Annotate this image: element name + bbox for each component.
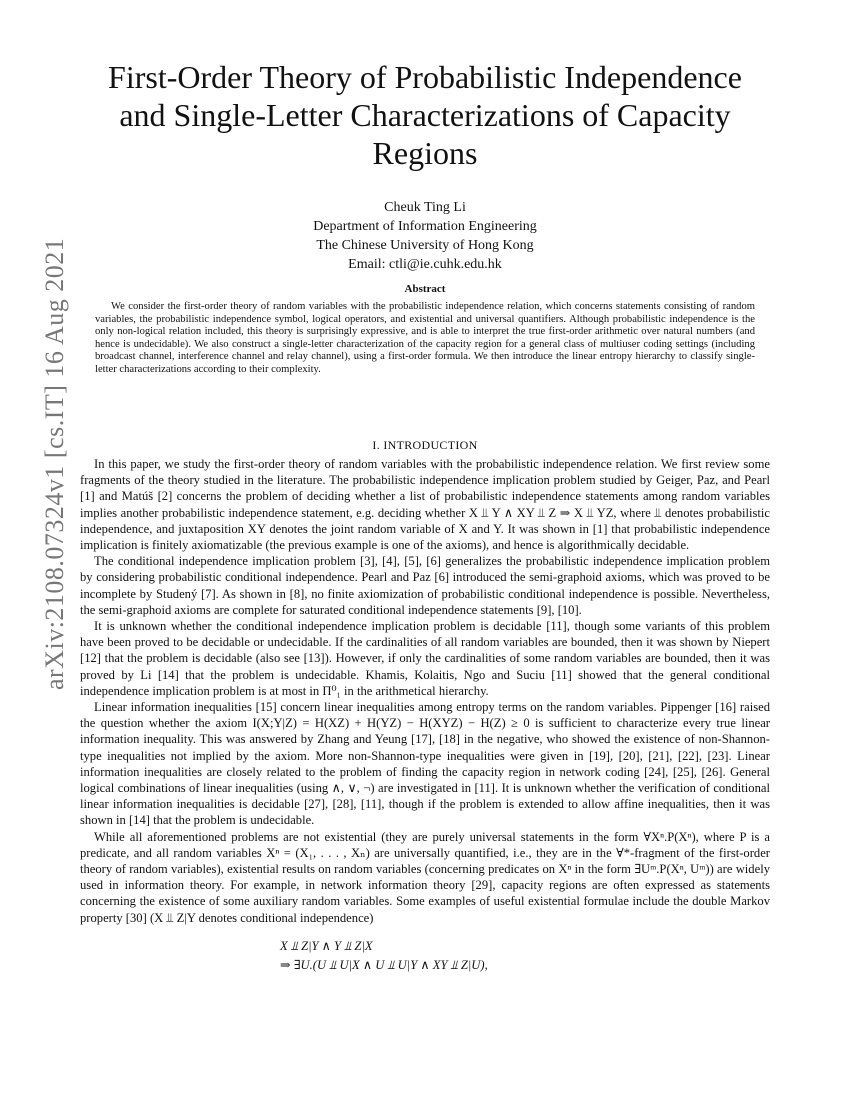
paragraph: While all aforementioned problems are not existential (they are purely universal statements in the form ∀Xⁿ.P(Xⁿ), where P is a predicate, and all random variables Xⁿ = (X₁, . . . , Xₙ) are universally quantified, i.e., they are in the ∀*-fragment of the first-order theory of random variables), existential results on random variables (concerning predicates on Xⁿ in the form ∃Uᵐ.P(Xⁿ, Uᵐ)) are widely used in information theory. For example, in network information theory [29], capacity regions are often expressed as statements concerning the existence of some auxiliary random variables. Some examples of useful existential formulae include the double Markov property [30] (X ⫫ Z|Y denotes conditional independence) bbox=[80, 829, 770, 925]
body-text bbox=[80, 456, 770, 926]
section-heading: I. INTRODUCTION bbox=[372, 438, 478, 452]
abstract-heading: Abstract bbox=[404, 283, 446, 295]
author-block bbox=[150, 198, 700, 274]
display-equation bbox=[280, 937, 488, 975]
author-name: Cheuk Ting Li bbox=[384, 200, 466, 215]
paragraph: It is unknown whether the conditional independence implication problem is decidable [11], though some variants of this problem have been proved to be decidable or undecidable. If the cardinalities of all random variables are bounded, then it was shown by Niepert [12] that the problem is decidable (also see [13]). However, if only the cardinalities of some random variables are bounded, then it was proved by Li [14] that the problem is undecidable. Khamis, Kolaitis, Ngo and Suciu [11] showed that the general conditional independence implication problem is at most in Π⁰₁ in the arithmetical hierarchy. bbox=[80, 619, 770, 698]
paper-title bbox=[60, 58, 790, 172]
author-department: Department of Information Engineering bbox=[313, 219, 537, 234]
paragraph: The conditional independence implication problem [3], [4], [5], [6] generalizes the probabilistic independence implication problem by considering probabilistic conditional independence. Pearl and Paz [6] introduced the semi-graphoid axioms, which was proved to be incomplete by Studený [7]. As shown in [8], no finite axiomization of probabilistic conditional independence is possible. Nevertheless, the semi-graphoid axioms are complete for saturated conditional independence statements [9], [10]. bbox=[80, 554, 770, 617]
title-line: Regions bbox=[372, 135, 478, 171]
author-university: The Chinese University of Hong Kong bbox=[316, 238, 534, 253]
title-line: First-Order Theory of Probabilistic Independence bbox=[108, 59, 742, 95]
author-email: Email: ctli@ie.cuhk.edu.hk bbox=[348, 257, 502, 272]
paragraph: In this paper, we study the first-order theory of random variables with the probabilistic independence relation. We first review some fragments of the theory studied in the literature. The probabilistic independence implication problem studied by Geiger, Paz, and Pearl [1] and Matúš [2] concerns the problem of deciding whether a list of probabilistic independence statements among random variables implies another probabilistic independence statement, e.g. deciding whether X ⫫ Y ∧ XY ⫫ Z ⇒ X ⫫ YZ, where ⫫ denotes probabilistic independence, and juxtaposition XY denotes the joint random variable of X and Y. It was shown in [1] that probabilistic independence implication is finitely axiomatizable (the previous example is one of the axioms), and hence is algorithmically decidable. bbox=[80, 457, 770, 553]
title-line: and Single-Letter Characterizations of Capacity bbox=[119, 97, 731, 133]
equation-line: X ⫫ Z|Y ∧ Y ⫫ Z|X bbox=[280, 939, 373, 953]
abstract-text: We consider the first-order theory of random variables with the probabilistic independence relation, which concerns statements consisting of random variables, the probabilistic independence symbol, logical operators, and existential and universal quantifiers. Although probabilistic independence is the only non-logical relation included, this theory is surprisingly expressive, and is able to interpret the true first-order arithmetic over natural numbers (and hence is undecidable). We also construct a single-letter characterization of the capacity region for a general class of multiuser coding settings (including broadcast channel, interference channel and relay channel), using a first-order formula. We then introduce the linear entropy hierarchy to classify single-letter characterizations according to their complexity. bbox=[95, 301, 755, 375]
equation-line: ⇒ ∃U.(U ⫫ U|X ∧ U ⫫ U|Y ∧ XY ⫫ Z|U), bbox=[280, 958, 488, 972]
paragraph: Linear information inequalities [15] concern linear inequalities among entropy terms on the random variables. Pippenger [16] raised the question whether the axiom I(X;Y|Z) = H(XZ) + H(YZ) − H(XYZ) − H(Z) ≥ 0 is sufficient to characterize every true linear information inequality. This was answered by Zhang and Yeung [17], [18] in the negative, who showed the existence of non-Shannon-type inequalities not implied by the axiom. More non-Shannon-type inequalities were given in [19], [20], [21], [22], [23]. Linear information inequalities are closely related to the problem of finding the capacity region in network coding [24], [25], [26]. General logical combinations of linear inequalities (using ∧, ∨, ¬) are investigated in [11]. It is unknown whether the verification of conditional linear information inequalities is decidable [27], [28], [11], though if the problem is extended to allow affine inequalities, then it was shown in [14] that the problem is undecidable. bbox=[80, 700, 770, 828]
arxiv-identifier: arXiv:2108.07324v1 [cs.IT] 16 Aug 2021 bbox=[40, 237, 69, 690]
